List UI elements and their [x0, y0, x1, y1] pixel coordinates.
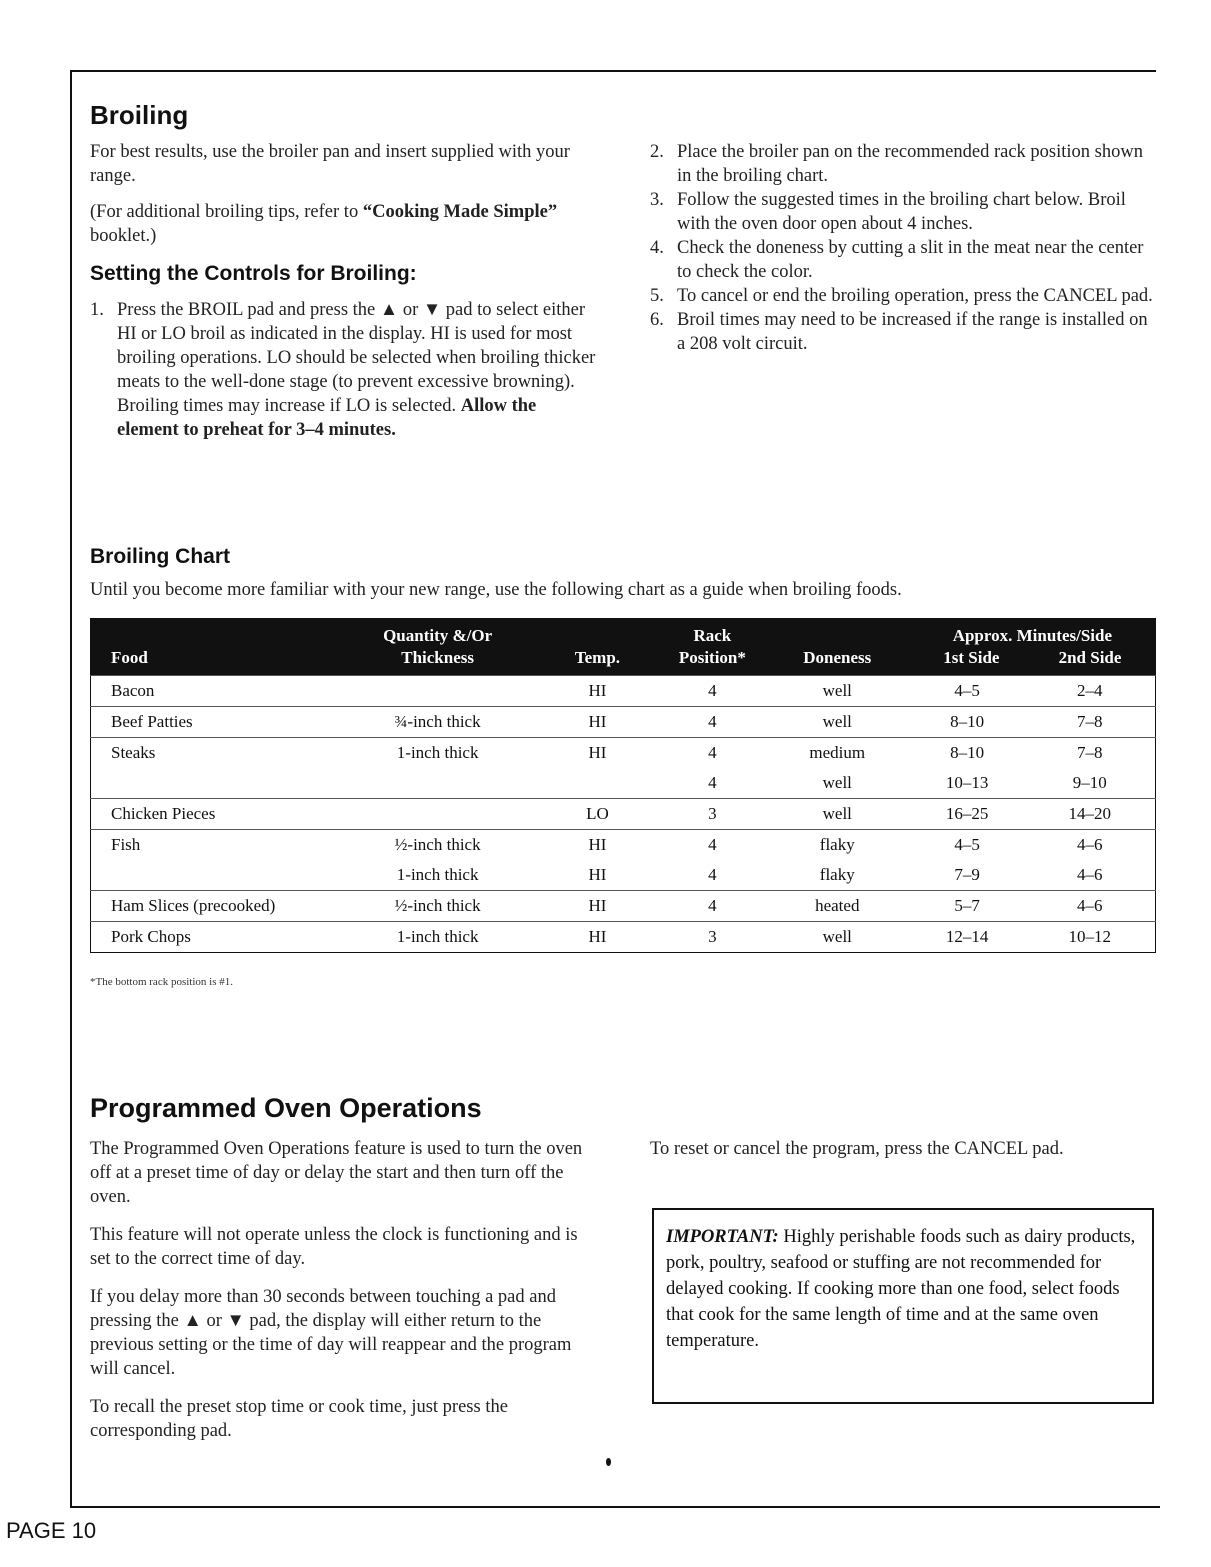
cell-quantity: 1-inch thick — [340, 922, 535, 953]
cell-rack: 3 — [660, 799, 765, 830]
cell-first-side: 10–13 — [945, 773, 989, 792]
step-number: 1. — [90, 300, 104, 320]
header-temp: Temp. — [535, 619, 660, 676]
header-quantity-line2: Thickness — [401, 648, 474, 667]
header-first-side: 1st Side — [943, 648, 1000, 667]
important-label: IMPORTANT: — [666, 1227, 779, 1247]
cell-first-side: 4–5 — [910, 830, 1025, 861]
cell-first-side: 16–25 — [910, 799, 1025, 830]
programmed-oven-heading: Programmed Oven Operations — [90, 1093, 482, 1123]
header-rack-line1: Rack — [693, 626, 732, 645]
cell-temp: HI — [535, 676, 660, 707]
cell-second-side: 4–6 — [1077, 865, 1103, 884]
cell-temp: HI — [535, 922, 660, 953]
broiling-step-4 — [650, 236, 1156, 284]
programmed-paragraph-2: This feature will not operate unless the clock is functioning and is set to the correct time of day. — [90, 1225, 578, 1269]
table-row — [91, 891, 1156, 922]
cell-second-side: 2–4 — [1025, 676, 1156, 707]
broiling-step-3 — [650, 188, 1156, 236]
broiling-tips-paragraph — [90, 200, 596, 248]
cell-quantity: 1-inch thick — [396, 865, 479, 884]
cell-temp: HI — [535, 707, 660, 738]
cell-temp: LO — [535, 799, 660, 830]
cell-food: Steaks — [91, 738, 341, 769]
header-second-side: 2nd Side — [1058, 648, 1122, 667]
header-rack-line2: Position* — [678, 648, 746, 667]
cell-quantity: ¾-inch thick — [340, 707, 535, 738]
cell-first-side: 8–10 — [910, 707, 1025, 738]
header-food: Food — [91, 619, 341, 676]
cell-doneness: medium — [765, 738, 910, 769]
important-body: Highly perishable foods such as dairy products, pork, poultry, seafood or stuffing are not recommended for delayed cooking. If cooking more than one food, select foods that cook for the same length of time and at the same oven temperature. — [666, 1227, 1136, 1351]
cell-food — [91, 768, 341, 799]
cell-food: Chicken Pieces — [91, 799, 341, 830]
bottom-rule — [70, 1506, 1160, 1508]
table-row — [91, 707, 1156, 738]
cell-rack: 4 — [660, 830, 765, 861]
programmed-right-column — [650, 1137, 1160, 1161]
cell-doneness: well — [765, 799, 910, 830]
cell-doneness: well — [822, 773, 852, 792]
cell-quantity: ½-inch thick — [340, 830, 535, 861]
preheat-note: Allow the element to preheat for 3–4 minutes. — [117, 396, 537, 440]
header-quantity — [340, 619, 535, 676]
cell-food: Pork Chops — [91, 922, 341, 953]
cell-quantity — [340, 768, 535, 799]
important-notice-box — [652, 1208, 1154, 1404]
cell-second-side: 14–20 — [1025, 799, 1156, 830]
header-minutes-title: Approx. Minutes/Side — [952, 626, 1113, 645]
cell-temp: HI — [535, 891, 660, 922]
cell-first-side: 8–10 — [910, 738, 1025, 769]
cell-second-side: 4–6 — [1025, 830, 1156, 861]
table-row — [91, 738, 1156, 769]
cell-food: Bacon — [91, 676, 341, 707]
broiling-step-2 — [650, 140, 1156, 188]
cell-first-side: 5–7 — [910, 891, 1025, 922]
broiling-step-6 — [650, 308, 1156, 356]
step-number: 4. — [650, 238, 664, 258]
important-notice-text — [666, 1224, 1140, 1354]
cell-first-side: 4–5 — [910, 676, 1025, 707]
cell-quantity — [340, 676, 535, 707]
table-row — [91, 676, 1156, 707]
header-rack — [660, 619, 765, 676]
top-rule — [70, 70, 1156, 72]
step-text: Place the broiler pan on the recommended rack position shown in the broiling chart. — [677, 142, 1143, 186]
cell-doneness: heated — [765, 891, 910, 922]
header-minutes — [910, 619, 1156, 676]
table-header — [91, 619, 1156, 676]
programmed-paragraph-1: The Programmed Oven Operations feature is used to turn the oven off at a preset time of day or delay the start and then turn off the oven. — [90, 1139, 583, 1207]
step-text: Check the doneness by cutting a slit in the meat near the center to check the color. — [677, 238, 1144, 282]
broiling-steps-left — [90, 298, 596, 442]
cell-first-side: 7–9 — [954, 865, 980, 884]
broiling-heading: Broiling — [90, 100, 189, 130]
cell-second-side: 10–12 — [1025, 922, 1156, 953]
table-row — [91, 799, 1156, 830]
left-vertical-rule — [70, 70, 72, 1508]
programmed-paragraph-4: To recall the preset stop time or cook time, just press the corresponding pad. — [90, 1397, 508, 1441]
cell-quantity: 1-inch thick — [340, 738, 535, 769]
cell-temp: HI — [535, 738, 660, 769]
broiling-chart-table — [90, 618, 1156, 953]
programmed-left-column — [90, 1137, 596, 1457]
cell-doneness: well — [765, 676, 910, 707]
programmed-paragraph-3: If you delay more than 30 seconds between touching a pad and pressing the ▲ or ▼ pad, the display will either return to the previous setting or the time of day will reappear and the program will cancel. — [90, 1287, 572, 1379]
step-number: 6. — [650, 310, 664, 330]
table-body — [91, 676, 1156, 953]
cell-food — [91, 860, 341, 891]
cell-temp: HI — [588, 865, 607, 884]
cell-rack: 4 — [660, 738, 765, 769]
cooking-made-simple-reference: “Cooking Made Simple” — [362, 202, 558, 222]
rack-footnote: *The bottom rack position is #1. — [90, 976, 233, 988]
broiling-chart-intro: Until you become more familiar with your new range, use the following chart as a guide when broiling foods. — [90, 580, 902, 600]
step-number: 3. — [650, 190, 664, 210]
broiling-intro-paragraph: For best results, use the broiler pan and insert supplied with your range. — [90, 142, 570, 186]
tips-text-start: (For additional broiling tips, refer to — [90, 202, 363, 222]
cell-quantity — [340, 799, 535, 830]
reset-paragraph: To reset or cancel the program, press the CANCEL pad. — [650, 1139, 1064, 1159]
table-row — [91, 922, 1156, 953]
page-number: PAGE 10 — [6, 1518, 97, 1543]
broiling-left-column — [90, 140, 596, 442]
cell-doneness: flaky — [819, 865, 855, 884]
cell-second-side: 7–8 — [1025, 707, 1156, 738]
broiling-steps-right — [650, 140, 1156, 356]
setting-controls-heading: Setting the Controls for Broiling: — [90, 262, 417, 285]
cell-doneness: well — [765, 707, 910, 738]
step-text: Follow the suggested times in the broiling chart below. Broil with the oven door open about 4 inches. — [677, 190, 1126, 234]
table-row — [91, 768, 1156, 799]
cell-doneness: flaky — [765, 830, 910, 861]
cell-temp: HI — [535, 830, 660, 861]
table-row — [91, 860, 1156, 891]
step-text: Press the BROIL pad and press the ▲ or ▼ pad to select either HI or LO broil as indicated in the display. HI is used for most broiling operations. LO should be selected when broiling thicker meats to the well-done stage (to prevent excessive browning). Broiling times may increase if LO is selected. — [117, 300, 596, 416]
cell-second-side: 7–8 — [1025, 738, 1156, 769]
cell-food: Fish — [91, 830, 341, 861]
cell-rack: 4 — [660, 891, 765, 922]
cell-doneness: well — [765, 922, 910, 953]
broiling-step-5 — [650, 284, 1156, 308]
broiling-right-column — [650, 140, 1156, 356]
broiling-chart-heading: Broiling Chart — [90, 545, 230, 568]
step-text: Broil times may need to be increased if the range is installed on a 208 volt circuit. — [677, 310, 1148, 354]
bullet-mark — [606, 1458, 611, 1466]
cell-rack: 4 — [708, 773, 717, 792]
cell-second-side: 4–6 — [1025, 891, 1156, 922]
cell-food: Ham Slices (precooked) — [91, 891, 341, 922]
cell-food: Beef Patties — [91, 707, 341, 738]
cell-rack: 4 — [660, 676, 765, 707]
tips-text-end: booklet.) — [90, 226, 157, 246]
cell-rack: 3 — [660, 922, 765, 953]
header-doneness: Doneness — [765, 619, 910, 676]
step-number: 2. — [650, 142, 664, 162]
broiling-step-1 — [90, 298, 596, 442]
cell-first-side: 12–14 — [910, 922, 1025, 953]
cell-rack: 4 — [660, 707, 765, 738]
header-quantity-line1: Quantity &/Or — [383, 626, 493, 645]
step-number: 5. — [650, 286, 664, 306]
cell-rack: 4 — [708, 865, 717, 884]
cell-temp — [535, 768, 660, 799]
step-text: To cancel or end the broiling operation, press the CANCEL pad. — [677, 286, 1153, 306]
cell-quantity: ½-inch thick — [340, 891, 535, 922]
table-row — [91, 830, 1156, 861]
cell-second-side: 9–10 — [1072, 773, 1107, 792]
